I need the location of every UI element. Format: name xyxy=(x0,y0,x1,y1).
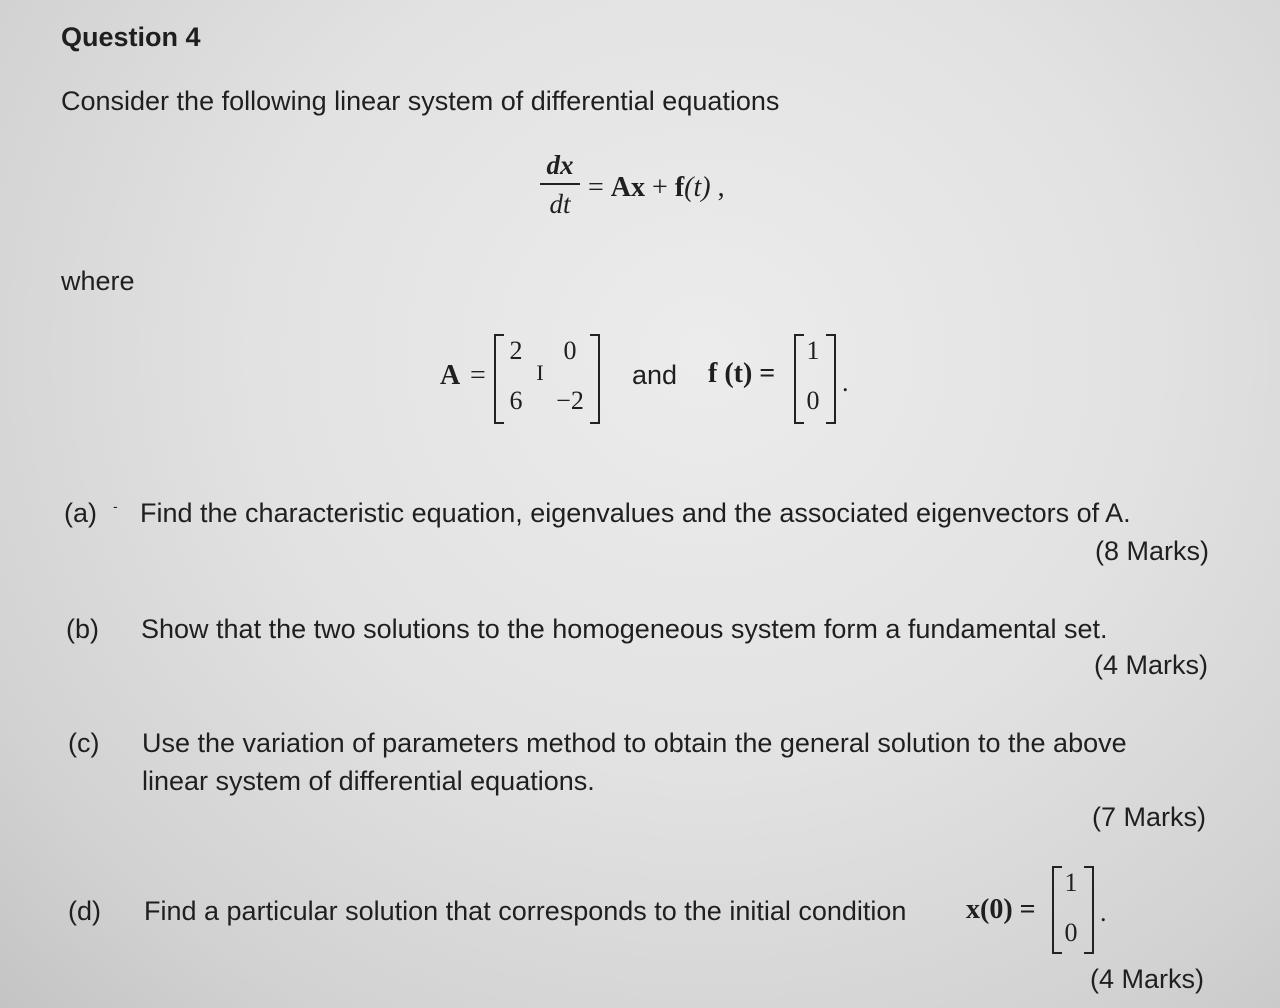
matrix-a-label: A xyxy=(440,360,461,391)
part-a-text: Find the characteristic equation, eigenvalues and the associated eigenvectors of A. xyxy=(140,498,1131,528)
ode-comma: , xyxy=(710,172,725,203)
part-d-letter: (d) xyxy=(68,896,101,926)
x0-r1: 1 xyxy=(1064,868,1078,897)
matrix-a-r2c1: 6 xyxy=(509,386,523,415)
x0-period: . xyxy=(1100,898,1107,927)
ode-rhs xyxy=(588,172,725,204)
part-c-text-line2: linear system of differential equations. xyxy=(142,766,595,796)
derivative-fraction xyxy=(540,150,580,220)
part-b-letter: (b) xyxy=(66,614,99,644)
fraction-numerator: dx xyxy=(546,150,574,180)
initial-condition-label: x(0) = xyxy=(966,894,1036,925)
vector-f-r2: 0 xyxy=(806,386,820,415)
ode-f: f xyxy=(674,172,685,203)
matrix-a-right-bracket xyxy=(590,334,600,424)
ode-arg: (t) xyxy=(684,172,711,203)
part-d-text: Find a particular solution that corresponds to the initial condition xyxy=(144,896,907,926)
equals-sign: = xyxy=(588,172,611,203)
vector-f-label: f (t) = xyxy=(708,358,776,389)
ode-equation xyxy=(540,150,780,240)
part-b-text: Show that the two solutions to the homogeneous system form a fundamental set. xyxy=(141,614,1108,644)
x0-r2: 0 xyxy=(1064,918,1078,947)
part-c-marks: (7 Marks) xyxy=(1092,802,1206,832)
question-title: Question 4 xyxy=(61,22,201,52)
ode-plus: + xyxy=(645,172,675,203)
part-a-letter: (a) xyxy=(64,498,97,528)
matrix-a-left-bracket xyxy=(494,334,504,424)
matrix-a-equals: = xyxy=(470,360,486,391)
part-a-mark: - xyxy=(113,498,118,514)
part-c-text-line1: Use the variation of parameters method to obtain the general solution to the above xyxy=(142,728,1127,758)
where-text: where xyxy=(61,266,135,296)
matrix-a-r1c1: 2 xyxy=(509,336,523,365)
part-b-marks: (4 Marks) xyxy=(1094,650,1208,680)
ode-ax: Ax xyxy=(610,172,646,203)
vector-f-r1: 1 xyxy=(806,336,820,365)
part-a-marks: (8 Marks) xyxy=(1095,536,1209,566)
fraction-denominator: dt xyxy=(549,189,571,219)
intro-text: Consider the following linear system of differential equations xyxy=(61,86,780,116)
part-d-marks: (4 Marks) xyxy=(1090,964,1204,994)
vector-f-right-bracket xyxy=(826,334,836,424)
fraction-bar xyxy=(540,183,580,185)
text-cursor-icon: I xyxy=(536,360,544,385)
and-word: and xyxy=(632,360,678,390)
matrix-a-r1c2: 0 xyxy=(563,336,577,365)
matrix-a-r2c2: −2 xyxy=(556,386,584,415)
vector-f-period: . xyxy=(842,368,849,397)
part-c-letter: (c) xyxy=(68,728,100,758)
x0-right-bracket xyxy=(1084,866,1094,954)
